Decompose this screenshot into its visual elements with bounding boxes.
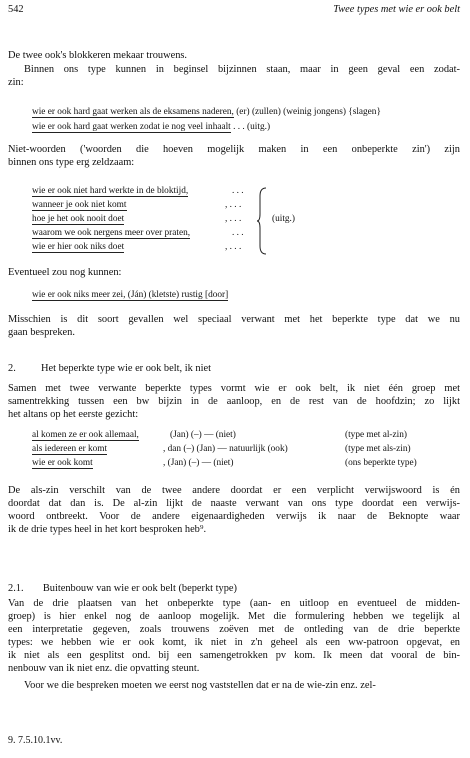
example-2-row-3-dots: , . . . (225, 214, 242, 224)
section-title: Buitenbouw van wie er ook belt (beperkt type) (42, 583, 238, 594)
text-line: Samen met twee verwante beperkte types vormt wie er ook belt, ik niet één groep met (8, 383, 460, 394)
example-2-row-2-dots: , . . . (225, 200, 242, 210)
text-line: Binnen ons type kunnen in beginsel bijzinnen staan, maar in geen geval een zodat- (24, 64, 460, 75)
example-text: hoe je het ook nooit doet (32, 214, 125, 224)
text-line: Misschien is dit soort gevallen wel speciaal verwant met het beperkte type dat we nu (8, 314, 460, 325)
text-line: gaan bespreken. (8, 327, 75, 338)
example-1-line-1 (32, 107, 381, 117)
example-2-row-4-dots: . . . (232, 228, 244, 238)
example-text: als iedereen er komt (32, 444, 108, 454)
example-4-row-2-a (32, 444, 107, 454)
example-4-row-3-c: (ons beperkte type) (345, 458, 417, 468)
example-text: wanneer je ook niet komt (32, 200, 127, 210)
example-2-row-5 (32, 242, 124, 252)
example-text: wie er ook niks meer zei, (Ján) (kletste) rustig [door] (32, 290, 229, 300)
text-line: types: we hebben wie er ook komt, ik niet in z'n geheel als een ww-patroon opgevat, en (8, 637, 460, 648)
text-line: nenbouw van ik niet enz. die opvatting steunt. (8, 663, 200, 674)
example-2-row-4 (32, 228, 190, 238)
example-annotation: (er) (zullen) (weinig jongens) {slagen} (236, 107, 381, 117)
example-2-note: (uitg.) (272, 214, 295, 224)
paragraph-4 (8, 266, 460, 279)
example-text: wie er hier ook niks doet (32, 242, 125, 252)
example-annotation: . . . (uitg.) (233, 122, 271, 132)
paragraph-1 (8, 49, 460, 62)
text-line: Voor we die bespreken moeten we eerst nog vaststellen dat er na de wie-zin enz. zel- (24, 680, 376, 691)
example-2-row-1 (32, 186, 188, 196)
text-line: De als-zin verschilt van de twee andere doordat er een verplicht verwijswoord is én (8, 485, 460, 496)
text-line: ik de drie types heel in het kort besproken heb⁹. (8, 524, 207, 535)
text-line: Niet-woorden ('woorden die hoeven mogelijk maken in een onbeperkte zin') zijn (8, 144, 460, 155)
paragraph-3 (8, 143, 460, 169)
text-line: woord ontbreekt. Voor de andere eigenaardigheden verwijs ik naar de Beknopte waar (8, 511, 460, 522)
example-1-line-2 (32, 122, 270, 132)
example-4-row-3-a (32, 458, 93, 468)
example-text: waarom we ook nergens meer over praten, (32, 228, 191, 238)
text-line: zin: (8, 77, 24, 88)
example-4-row-2-c: (type met als-zin) (345, 444, 411, 454)
example-4-row-1-c: (type met al-zin) (345, 430, 407, 440)
paragraph-6 (8, 382, 460, 421)
text-line: samentrekking tussen een bw bijzin in de aanloop, en de rest van de hoofdzin; zo lijkt (8, 396, 460, 407)
brace-icon (256, 186, 270, 256)
example-4-row-3-b: , (Jan) (–) — (niet) (163, 458, 234, 468)
example-2-row-5-dots: , . . . (225, 242, 242, 252)
section-title: Het beperkte type wie er ook belt, ik niet (41, 363, 211, 374)
example-4-row-2-b: , dan (–) (Jan) — natuurlijk (ook) (163, 444, 288, 454)
text-line: Eventueel zou nog kunnen: (8, 267, 122, 278)
example-2-row-3 (32, 214, 124, 224)
example-2-row-1-dots: . . . (232, 186, 244, 196)
text-line: ik niet als een gesplitst ond. bij een samengetrokken pv kom. Ik meen dat vooral de bin- (8, 650, 460, 661)
page-number: 542 (8, 4, 24, 15)
example-text: wie er ook hard gaat werken zodat ie nog veel inhaalt (32, 122, 231, 132)
paragraph-5 (8, 313, 460, 339)
footnote: 9. 7.5.10.1vv. (8, 735, 63, 746)
text-line: Van de drie plaatsen van het onbeperkte type (aan- en uitloop en eventueel de midden- (8, 598, 460, 609)
paragraph-2 (8, 63, 460, 89)
example-text: al komen ze er ook allemaal, (32, 430, 139, 440)
example-3 (32, 290, 228, 300)
example-4-row-1-a (32, 430, 139, 440)
example-text: wie er ook niet hard werkte in de bloktijd, (32, 186, 189, 196)
text-line: binnen ons type erg zeldzaam: (8, 157, 135, 168)
text-line: De twee ook's blokkeren mekaar trouwens. (8, 50, 188, 61)
text-line: het altans op het eerste gezicht: (8, 409, 139, 420)
text-line: groep) is hier enkel nog de aanloop mogelijk. Met die formulering hebben we tegelijk al (8, 611, 460, 622)
section-number: 2. (8, 363, 16, 374)
example-2-row-2 (32, 200, 127, 210)
section-2-1-heading (8, 583, 237, 594)
example-4-row-1-b: (Jan) (–) — (niet) (170, 430, 236, 440)
paragraph-7 (8, 484, 460, 536)
text-line: doordat dat dan is. De al-zin lijkt de naaste verwant van ons type doordat een verwijs- (8, 498, 460, 509)
paragraph-9 (8, 679, 460, 692)
paragraph-8 (8, 597, 460, 675)
example-text: wie er ook komt (32, 458, 93, 468)
section-2-heading (8, 363, 211, 374)
example-text: wie er ook hard gaat werken als de eksamens naderen, (32, 107, 234, 117)
text-line: een interpretatie gegeven, zoals trouwens zoëven met de ontleding van de drie beperkte (8, 624, 460, 635)
running-title: Twee types met wie er ook belt (333, 4, 460, 15)
section-number: 2.1. (8, 583, 24, 594)
